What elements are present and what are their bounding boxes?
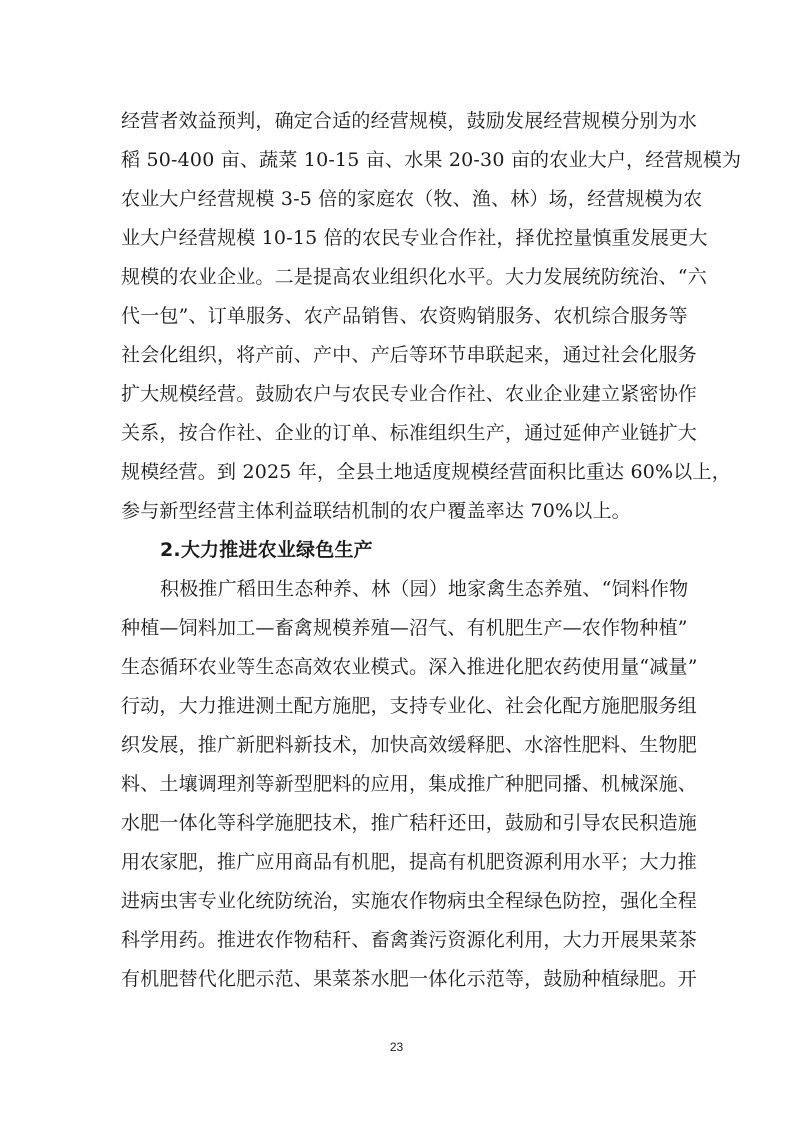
text-line: 扩大规模经营。鼓励农户与农民专业合作社、农业企业建立紧密协作: [121, 383, 698, 405]
text-line: 生态循环农业等生态高效农业模式。深入推进化肥农药使用量“减量”: [121, 656, 698, 678]
section-heading: 2.大力推进农业绿色生产: [160, 539, 373, 561]
paragraph-first-line: 积极推广稻田生态种养、林（园）地家禽生态养殖、“饲料作物: [160, 578, 689, 600]
text-line: 稻 50-400 亩、蔬菜 10-15 亩、水果 20-30 亩的农业大户，经营规模为: [121, 149, 742, 171]
text-line: 织发展，推广新肥料新技术，加快高效缓释肥、水溶性肥料、生物肥: [121, 734, 698, 756]
text-line: 规模的农业企业。二是提高农业组织化水平。大力发展统防统治、“六: [121, 266, 707, 288]
text-line: 用农家肥，推广应用商品有机肥，提高有机肥资源利用水平；大力推: [121, 851, 698, 873]
text-line: 科学用药。推进农作物秸秆、畜禽粪污资源化利用，大力开展果菜茶: [121, 929, 698, 951]
text-line: 种植—饲料加工—畜禽规模养殖—沼气、有机肥生产—农作物种植”: [121, 617, 688, 639]
text-line: 规模经营。到 2025 年，全县土地适度规模经营面积比重达 60%以上，: [121, 461, 731, 483]
text-line: 有机肥替代化肥示范、果菜茶水肥一体化示范等，鼓励种植绿肥。开: [121, 968, 698, 990]
text-line: 水肥一体化等科学施肥技术，推广秸秆还田，鼓励和引导农民积造施: [121, 812, 698, 834]
text-line: 业大户经营规模 10-15 倍的农民专业合作社，择优控量慎重发展更大: [121, 227, 708, 249]
text-line: 农业大户经营规模 3-5 倍的家庭农（牧、渔、林）场，经营规模为农: [121, 188, 703, 210]
text-line: 料、土壤调理剂等新型肥料的应用，集成推广种肥同播、机械深施、: [121, 773, 698, 795]
text-line: 行动，大力推进测土配方施肥，支持专业化、社会化配方施肥服务组: [121, 695, 698, 717]
text-line: 进病虫害专业化统防统治，实施农作物病虫全程绿色防控，强化全程: [121, 890, 698, 912]
text-line: 关系，按合作社、企业的订单、标准组织生产，通过延伸产业链扩大: [121, 422, 698, 444]
text-line: 代一包”、订单服务、农产品销售、农资购销服务、农机综合服务等: [121, 305, 688, 327]
page-number: 23: [389, 1040, 404, 1054]
text-line: 社会化组织，将产前、产中、产后等环节串联起来，通过社会化服务: [121, 344, 698, 366]
text-line: 参与新型经营主体利益联结机制的农户覆盖率达 70%以上。: [121, 500, 631, 522]
text-line: 经营者效益预判，确定合适的经营规模，鼓励发展经营规模分别为水: [121, 110, 698, 132]
